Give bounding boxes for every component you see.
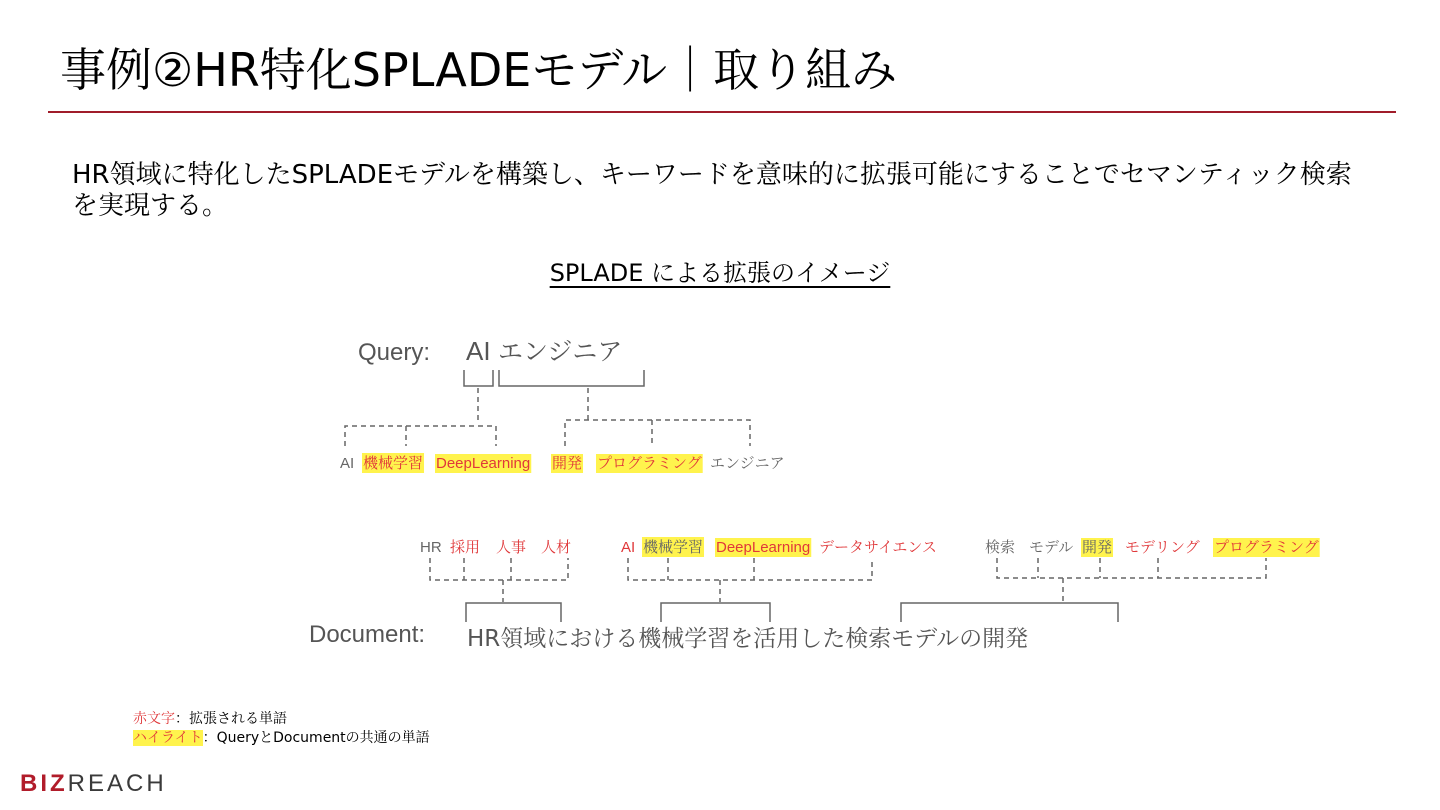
expansion-term-text: 人事 xyxy=(496,539,527,556)
expansion-term-text: プログラミング xyxy=(1214,539,1319,556)
lead-text: HR領域に特化したSPLADEモデルを構築し、キーワードを意味的に拡張可能にすることでセマンティック検索を実現する。 xyxy=(72,160,1352,221)
diagram-caption: SPLADE による拡張のイメージ xyxy=(549,259,891,287)
expansion-term xyxy=(819,539,937,556)
expansion-term-text: DeepLearning xyxy=(436,455,531,472)
expansion-term-text: 採用 xyxy=(450,539,481,556)
expansion-term xyxy=(715,538,811,557)
logo-part-reach: REACH xyxy=(67,770,167,797)
expansion-term xyxy=(710,455,785,472)
document-brackets xyxy=(466,603,1118,622)
expansion-term xyxy=(551,454,583,473)
expansion-term xyxy=(450,539,480,556)
query-word-engineer: エンジニア xyxy=(498,337,623,366)
expansion-term xyxy=(1125,539,1200,556)
expansion-term-text: 検索 xyxy=(985,539,1016,556)
expansion-term xyxy=(1029,539,1073,556)
expansion-term-text: モデリング xyxy=(1125,539,1200,556)
expansion-term xyxy=(496,539,526,556)
expansion-term-text: 機械学習 xyxy=(643,539,704,556)
expansion-term xyxy=(985,538,1015,556)
expansion-term xyxy=(362,453,424,473)
expansion-term-text: HR xyxy=(420,539,442,556)
slide-title: 事例②HR特化SPLADEモデル｜取り組み xyxy=(60,43,898,97)
expansion-term-text: 開発 xyxy=(552,455,583,472)
expansion-term xyxy=(420,539,442,556)
document-label: Document: xyxy=(309,621,426,648)
expansion-term xyxy=(435,454,531,473)
expansion-term-text: AI xyxy=(340,455,355,472)
expansion-term-text: 開発 xyxy=(1082,539,1113,556)
expansion-term-text: 人材 xyxy=(541,539,572,556)
query-brackets xyxy=(464,370,644,386)
query-expansion-terms xyxy=(340,453,785,473)
legend-highlight-row xyxy=(133,729,430,748)
expansion-term xyxy=(541,539,571,556)
expansion-term xyxy=(1213,538,1320,557)
legend-red-label: 赤文字 xyxy=(133,711,175,727)
legend-highlight-label: ハイライト xyxy=(133,730,203,746)
logo-part-biz: BIZ xyxy=(20,770,68,797)
query-dashed-connectors xyxy=(345,388,750,446)
expansion-term-text: 機械学習 xyxy=(363,455,424,472)
query-word-ai: AI xyxy=(466,336,491,366)
document-text: HR領域における機械学習を活用した検索モデルの開発 xyxy=(467,626,1029,652)
expansion-term-text: データサイエンス xyxy=(819,539,937,556)
bizreach-logo xyxy=(20,770,167,798)
expansion-term-text: プログラミング xyxy=(597,455,702,472)
legend-red-desc: ：拡張される単語 xyxy=(175,711,287,727)
expansion-term xyxy=(1081,538,1113,557)
expansion-term-text: エンジニア xyxy=(710,455,785,472)
legend xyxy=(133,710,430,748)
expansion-term-text: DeepLearning xyxy=(716,539,811,556)
document-expansion-terms xyxy=(420,537,1320,557)
query-label: Query: xyxy=(358,339,431,366)
expansion-term xyxy=(596,454,703,473)
expansion-term-text: モデル xyxy=(1029,539,1074,556)
expansion-term xyxy=(642,537,704,557)
expansion-term-text: AI xyxy=(621,539,636,556)
expansion-term xyxy=(621,539,635,556)
legend-highlight-desc: ：QueryとDocumentの共通の単語 xyxy=(202,730,430,746)
legend-red-row xyxy=(133,710,430,729)
document-dashed-connectors xyxy=(430,558,1266,602)
expansion-term xyxy=(340,455,354,472)
